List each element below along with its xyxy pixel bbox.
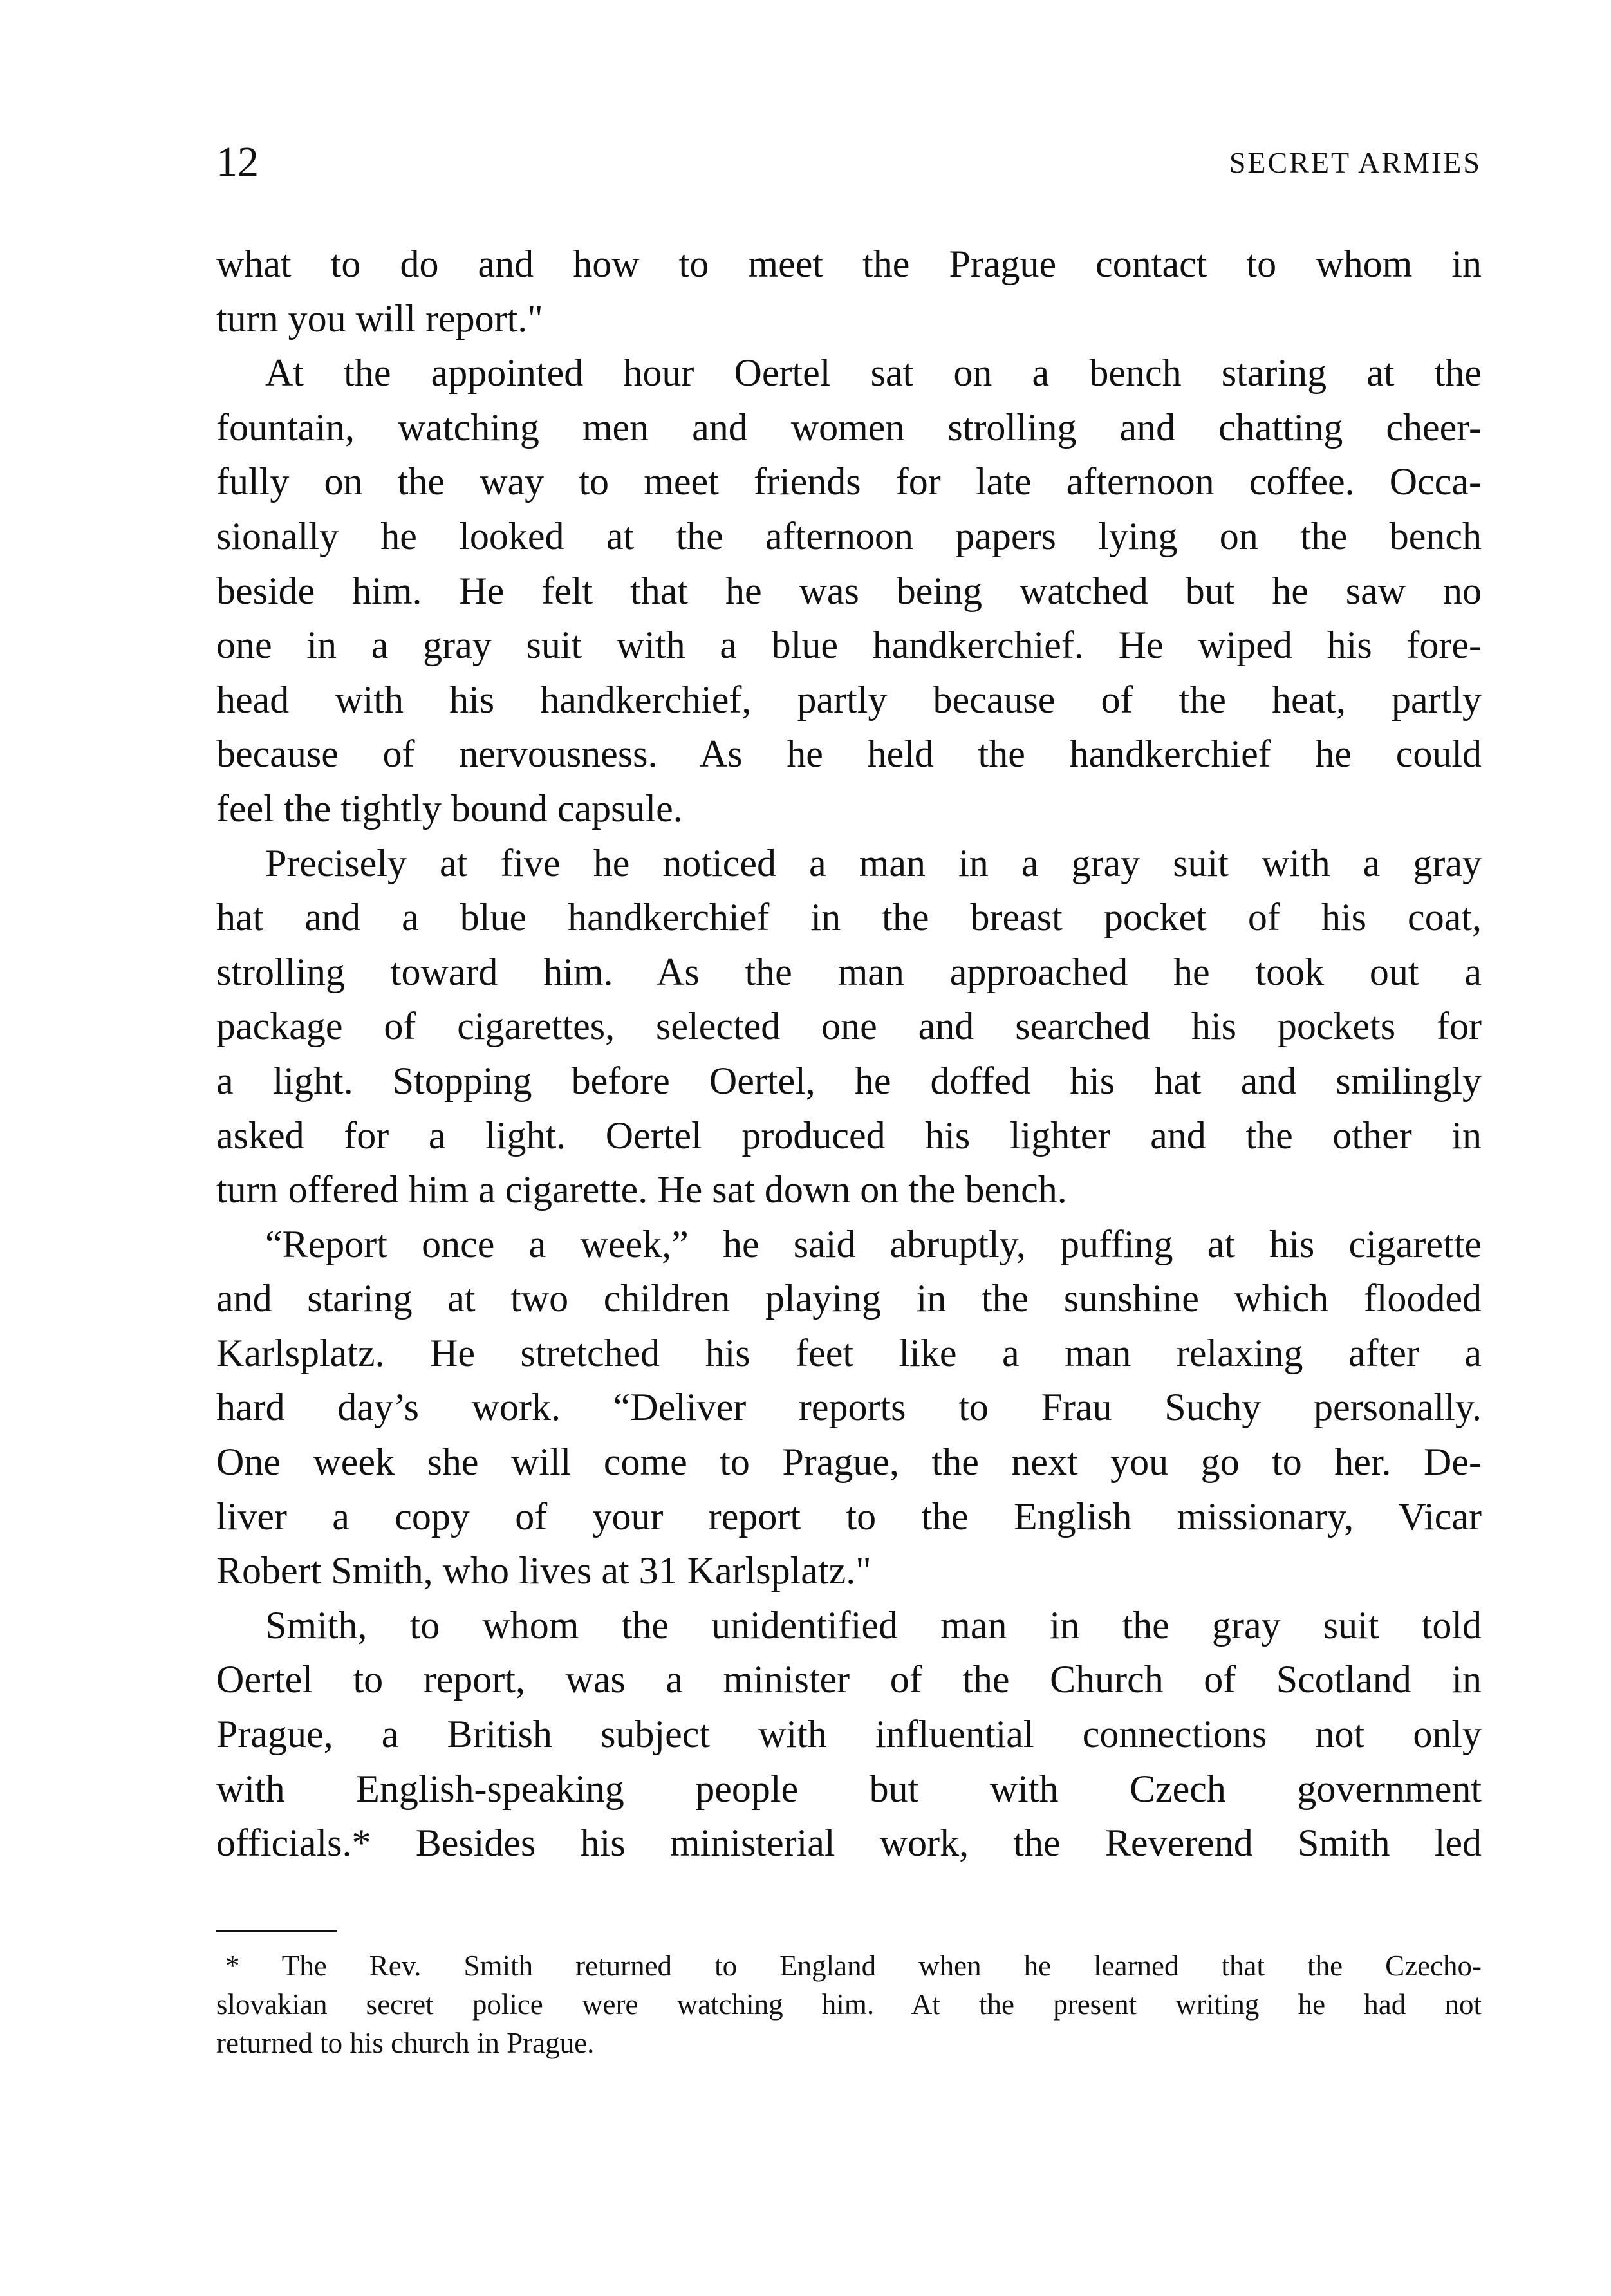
text-line: hard day’s work. “Deliver reports to Frau Suchy personally. xyxy=(216,1386,1482,1429)
text-line: package of cigarettes, selected one and searched his pockets for xyxy=(216,1005,1482,1048)
text-line: Oertel to report, was a minister of the Church of Scotland in xyxy=(216,1658,1482,1701)
footnote-line: slovakian secret police were watching him. At the present writing he had not xyxy=(216,1988,1482,2021)
text-line: a light. Stopping before Oertel, he doffed his hat and smilingly xyxy=(216,1059,1482,1102)
text-line: beside him. He felt that he was being watched but he saw no xyxy=(216,569,1482,612)
text-line: one in a gray suit with a blue handkerchief. He wiped his fore- xyxy=(216,624,1482,667)
footnote-divider xyxy=(216,1930,337,1932)
footnote-line: returned to his church in Prague. xyxy=(216,2027,595,2059)
text-line: Robert Smith, who lives at 31 Karlsplatz." xyxy=(216,1549,871,1592)
text-line: Precisely at five he noticed a man in a gray suit with a gray xyxy=(265,841,1482,884)
text-line: Prague, a British subject with influential connections not only xyxy=(216,1713,1482,1756)
text-line: officials.* Besides his ministerial work, the Reverend Smith led xyxy=(216,1822,1482,1865)
text-line: because of nervousness. As he held the handkerchief he could xyxy=(216,733,1482,776)
text-line: what to do and how to meet the Prague contact to whom in xyxy=(216,243,1482,285)
footnote-line: * The Rev. Smith returned to England when he learned that the Czecho- xyxy=(225,1950,1482,1982)
text-line: fountain, watching men and women strolling and chatting cheer- xyxy=(216,406,1482,449)
running-title: SECRET ARMIES xyxy=(1229,146,1482,179)
text-line: asked for a light. Oertel produced his lighter and the other in xyxy=(216,1114,1482,1157)
text-line: One week she will come to Prague, the next you go to her. De- xyxy=(216,1441,1482,1484)
text-line: with English-speaking people but with Czech government xyxy=(216,1767,1482,1810)
text-line: hat and a blue handkerchief in the breast pocket of his coat, xyxy=(216,896,1482,939)
text-line: liver a copy of your report to the English missionary, Vicar xyxy=(216,1495,1482,1538)
text-line: feel the tightly bound capsule. xyxy=(216,787,683,830)
text-line: Smith, to whom the unidentified man in the gray suit told xyxy=(265,1603,1482,1647)
footnote xyxy=(216,1946,1482,2062)
text-line: head with his handkerchief, partly because of the heat, partly xyxy=(216,678,1482,721)
text-line: and staring at two children playing in the sunshine which flooded xyxy=(216,1277,1482,1320)
text-line: Karlsplatz. He stretched his feet like a man relaxing after a xyxy=(216,1331,1482,1374)
body-text xyxy=(216,237,1482,1871)
page-number: 12 xyxy=(216,138,259,185)
text-line: sionally he looked at the afternoon papers lying on the bench xyxy=(216,514,1482,557)
running-head xyxy=(216,136,1482,188)
text-line: fully on the way to meet friends for late afternoon coffee. Occa- xyxy=(216,460,1482,503)
text-line: strolling toward him. As the man approached he took out a xyxy=(216,950,1482,993)
text-line: At the appointed hour Oertel sat on a bench staring at the xyxy=(265,351,1482,395)
text-line: turn you will report." xyxy=(216,297,543,340)
text-line: “Report once a week,” he said abruptly, puffing at his cigarette xyxy=(265,1222,1482,1265)
text-line: turn offered him a cigarette. He sat down on the bench. xyxy=(216,1168,1067,1211)
